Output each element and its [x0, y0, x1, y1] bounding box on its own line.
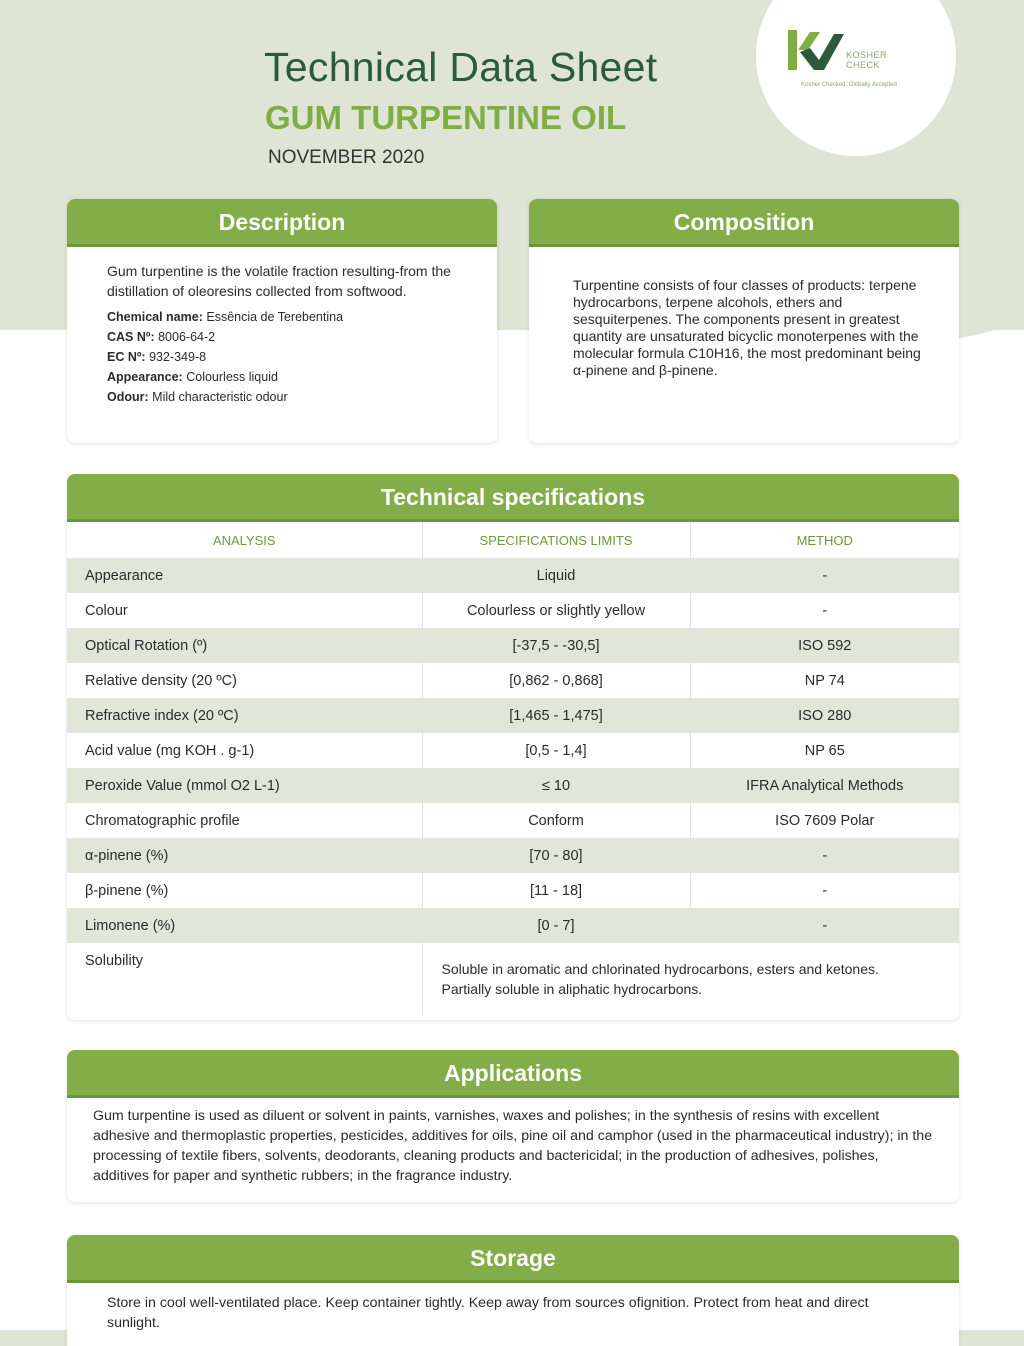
kosher-check-logo-icon	[786, 28, 846, 72]
table-row	[67, 838, 959, 873]
cell-analysis: Appearance	[67, 558, 422, 593]
cell-method: -	[822, 602, 828, 619]
cell-analysis: Acid value (mg KOH . g-1)	[67, 733, 422, 768]
description-heading: Description	[67, 199, 497, 247]
cell-method: ISO 592	[690, 628, 959, 663]
composition-card	[529, 199, 959, 443]
solubility-line-2: Partially soluble in aliphatic hydrocarbons.	[441, 981, 703, 997]
logo-tagline: Kosher Checked. Globally Accepted	[801, 82, 897, 88]
table-row	[67, 558, 959, 593]
cell-method: -	[822, 882, 828, 899]
cell-solubility	[422, 943, 959, 1015]
table-row	[67, 803, 959, 838]
solubility-line-1: Soluble in aromatic and chlorinated hydrocarbons, esters and ketones.	[441, 961, 879, 977]
applications-text: Gum turpentine is used as diluent or solvent in paints, varnishes, waxes and polishes; in the synthesis of resins with excellent adhesive and thermoplastic properties, pesticides, additives for oils, pine oil and camphor (used in the pharmaceutical industry); in the processing of textile fibers, solvents, deodorants, cleaning products and bactericidal; in the production of adhesives, polishes, additives for paper and synthetic rubbers; in the fragrance industry.	[93, 1108, 933, 1184]
cell-analysis: Colour	[67, 593, 422, 628]
applications-heading: Applications	[67, 1050, 959, 1098]
cell-limits: Colourless or slightly yellow	[422, 593, 690, 628]
composition-heading: Composition	[529, 199, 959, 247]
column-header-limits: SPECIFICATIONS LIMITS	[422, 522, 690, 558]
cell-analysis: Solubility	[67, 943, 422, 1015]
cell-method: ISO 7609 Polar	[775, 812, 875, 829]
cell-analysis: Limonene (%)	[67, 908, 422, 943]
table-row-solubility	[67, 943, 959, 1015]
storage-heading: Storage	[67, 1235, 959, 1283]
cell-analysis: Peroxide Value (mmol O2 L-1)	[67, 768, 422, 803]
cell-analysis: Optical Rotation (º)	[67, 628, 422, 663]
cell-limits: ≤ 10	[422, 768, 690, 803]
cell-limits: Liquid	[422, 558, 690, 593]
table-row	[67, 663, 959, 698]
storage-card	[67, 1235, 959, 1346]
cell-limits: [-37,5 - -30,5]	[422, 628, 690, 663]
storage-text: Store in cool well-ventilated place. Keep container tightly. Keep away from sources ofignition. Protect from heat and direct sunlight.	[107, 1295, 869, 1331]
property-odour: Odour: Mild characteristic odour	[107, 390, 288, 404]
cell-method: -	[690, 558, 959, 593]
cell-analysis: Refractive index (20 ºC)	[67, 698, 422, 733]
property-appearance: Appearance: Colourless liquid	[107, 370, 278, 384]
cell-analysis: β-pinene (%)	[67, 873, 422, 908]
property-ec-number: EC Nº: 932-349-8	[107, 350, 207, 364]
cell-limits: [0,862 - 0,868]	[422, 663, 690, 698]
table-row	[67, 698, 959, 733]
cell-method: NP 65	[804, 742, 845, 759]
composition-text: Turpentine consists of four classes of products: terpene hydrocarbons, terpene alcohols, ethers and sesquiterpenes. The components present in greatest quantity are unsaturated bicyclic monoterpenes with the molecular formula C10H16, the most predominant being α-pinene and β-pinene.	[573, 277, 921, 378]
column-header-analysis: ANALYSIS	[67, 522, 422, 558]
description-card	[67, 199, 497, 443]
cell-limits: [1,465 - 1,475]	[422, 698, 690, 733]
cell-method: IFRA Analytical Methods	[690, 768, 959, 803]
table-header-row	[67, 522, 959, 558]
cell-limits: [0,5 - 1,4]	[422, 733, 690, 768]
table-row	[67, 908, 959, 943]
cell-method: -	[690, 838, 959, 873]
cell-method: -	[690, 908, 959, 943]
cell-analysis: Relative density (20 ºC)	[67, 663, 422, 698]
cell-analysis: α-pinene (%)	[67, 838, 422, 873]
table-row	[67, 628, 959, 663]
applications-card	[67, 1050, 959, 1202]
cell-method: NP 74	[804, 672, 845, 689]
cell-limits: [0 - 7]	[422, 908, 690, 943]
cell-method: ISO 280	[690, 698, 959, 733]
specifications-heading: Technical specifications	[67, 474, 959, 522]
document-title: Technical Data Sheet	[264, 44, 658, 90]
table-row	[67, 873, 959, 908]
logo-wordmark: KOSHER CHECK	[846, 50, 888, 70]
cell-analysis: Chromatographic profile	[67, 803, 422, 838]
product-name: GUM TURPENTINE OIL	[265, 99, 627, 136]
specifications-card	[67, 474, 959, 1020]
description-body	[67, 247, 497, 407]
table-row	[67, 733, 959, 768]
property-cas-number: CAS Nº: 8006-64-2	[107, 330, 216, 344]
document-date: NOVEMBER 2020	[268, 147, 425, 168]
table-row	[67, 593, 959, 628]
column-header-method: METHOD	[796, 532, 853, 548]
table-row	[67, 768, 959, 803]
cell-limits: Conform	[422, 803, 690, 838]
cell-limits: [11 - 18]	[422, 873, 690, 908]
property-chemical-name: Chemical name: Essência de Terebentina	[107, 310, 344, 324]
cell-limits: [70 - 80]	[422, 838, 690, 873]
specifications-table	[67, 522, 959, 1015]
description-intro: Gum turpentine is the volatile fraction resulting-from the distillation of oleoresins collected from softwood.	[107, 263, 451, 299]
